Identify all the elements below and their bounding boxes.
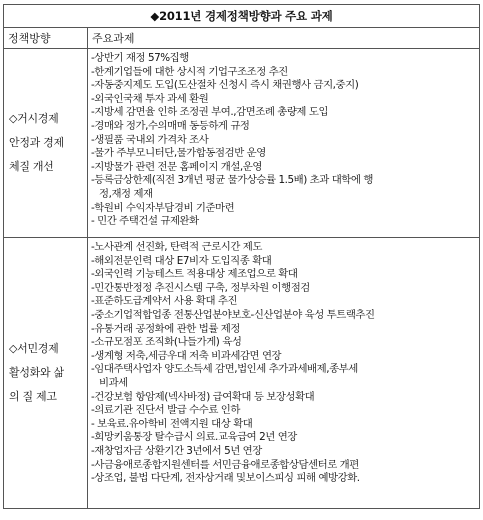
task-item: -임대주택사업자 양도소득세 감면,법인세 추가과세배제,종부세 xyxy=(91,363,358,376)
category-line: 활성화와 삶 xyxy=(9,366,64,379)
task-item: -경매와 정가,수의매매 동등하게 규정 xyxy=(91,119,250,132)
task-item: -상조업, 불법 다단계, 전자상거래 및보이스피싱 피해 예방강화. xyxy=(91,472,360,485)
task-item: -소규모점포 조직화(나들가게) 육성 xyxy=(91,336,242,349)
task-item: -외국인력 기능테스트 적용대상 제조업으로 확대 xyxy=(91,268,298,281)
category-cell-livelihood xyxy=(4,238,88,509)
task-item: -상반기 재정 57%집행 xyxy=(91,52,189,64)
category-line: ◇서민경제 xyxy=(9,342,59,355)
table-title: ◆2011년 경제정책방향과 주요 과제 xyxy=(4,5,480,28)
task-item: -생필품 국내외 가격차 조사 xyxy=(91,133,209,146)
task-list xyxy=(88,49,479,232)
task-item: -건강보험 항암제(넥사바정) 급여확대 등 보장성확대 xyxy=(91,390,315,403)
task-item: -학원비 수익자부담경비 기준마련 xyxy=(91,201,235,214)
section-row-livelihood xyxy=(4,238,480,509)
task-item: -자동중지제도 도입(도산절차 신청시 즉시 채권행사 금지,중지) xyxy=(91,79,359,92)
header-category: 정책방향 xyxy=(4,28,88,49)
task-item: -외국인국채 투자 과세 환원 xyxy=(91,92,209,105)
task-item: -민간통반정정 추진시스템 구축, 정부차원 이행점검 xyxy=(91,281,310,294)
category-line: ◇거시경제 xyxy=(9,112,59,125)
section-row-macro xyxy=(4,49,480,238)
task-item: -사금융애로종합지원센터를 서민금융애로종합상담센터로 개편 xyxy=(91,458,359,471)
task-item: -등록금상한제(직전 3개년 평균 물가상승률 1.5배) 초과 대학에 행 xyxy=(91,174,373,187)
task-item: -노사관계 선진화, 탄력적 근로시간 제도 xyxy=(91,241,262,253)
task-item: -생계형 저축,세금우대 저축 비과세감면 연장 xyxy=(91,349,282,362)
task-item: -표준하도급계약서 사용 확대 추진 xyxy=(91,295,238,308)
task-item: -지방세 감면율 인하 조정권 부여.,감면조례 총량제 도입 xyxy=(91,106,329,119)
task-item: -재창업자금 상환기간 3년에서 5년 연장 xyxy=(91,444,262,457)
task-item: - 보육료.유아학비 전액지원 대상 확대 xyxy=(91,417,253,430)
task-item-continuation: 정,재정 제재 xyxy=(99,187,153,200)
title-row xyxy=(4,5,480,28)
task-item: -유통거래 공정화에 관한 법률 제정 xyxy=(91,322,240,335)
task-item: -희망키움통장 탈수급시 의료.교육급여 2년 연장 xyxy=(91,431,297,444)
task-item: -중소기업적합업종 전통산업분야보호-신산업분야 육성 투트랙추진 xyxy=(91,308,375,321)
header-tasks: 주요과제 xyxy=(88,28,480,49)
task-item: -한계기업들에 대한 상시적 기업구조조정 추진 xyxy=(91,65,288,78)
policy-table xyxy=(3,4,480,509)
items-cell-macro xyxy=(88,49,480,238)
task-item: -물가 주부모니터단,물가합동점검반 운영 xyxy=(91,147,266,160)
task-item: - 민간 주택건설 규제완화 xyxy=(91,215,199,228)
header-row xyxy=(4,28,480,49)
task-item: -지방물가 관련 전문 홈페이지 개설,운영 xyxy=(91,160,262,173)
category-cell-macro xyxy=(4,49,88,238)
category-line: 의 질 제고 xyxy=(9,390,57,403)
policy-document xyxy=(3,4,479,509)
task-item: -의료기관 진단서 발급 수수료 인하 xyxy=(91,404,240,417)
category-line: 체질 개선 xyxy=(9,160,54,173)
task-item: -해외전문인력 대상 E7비자 도입직종 확대 xyxy=(91,254,272,267)
category-line: 안정과 경제 xyxy=(9,136,64,149)
task-item-continuation: 비과세 xyxy=(99,376,128,389)
task-list xyxy=(88,238,479,489)
items-cell-livelihood xyxy=(88,238,480,509)
